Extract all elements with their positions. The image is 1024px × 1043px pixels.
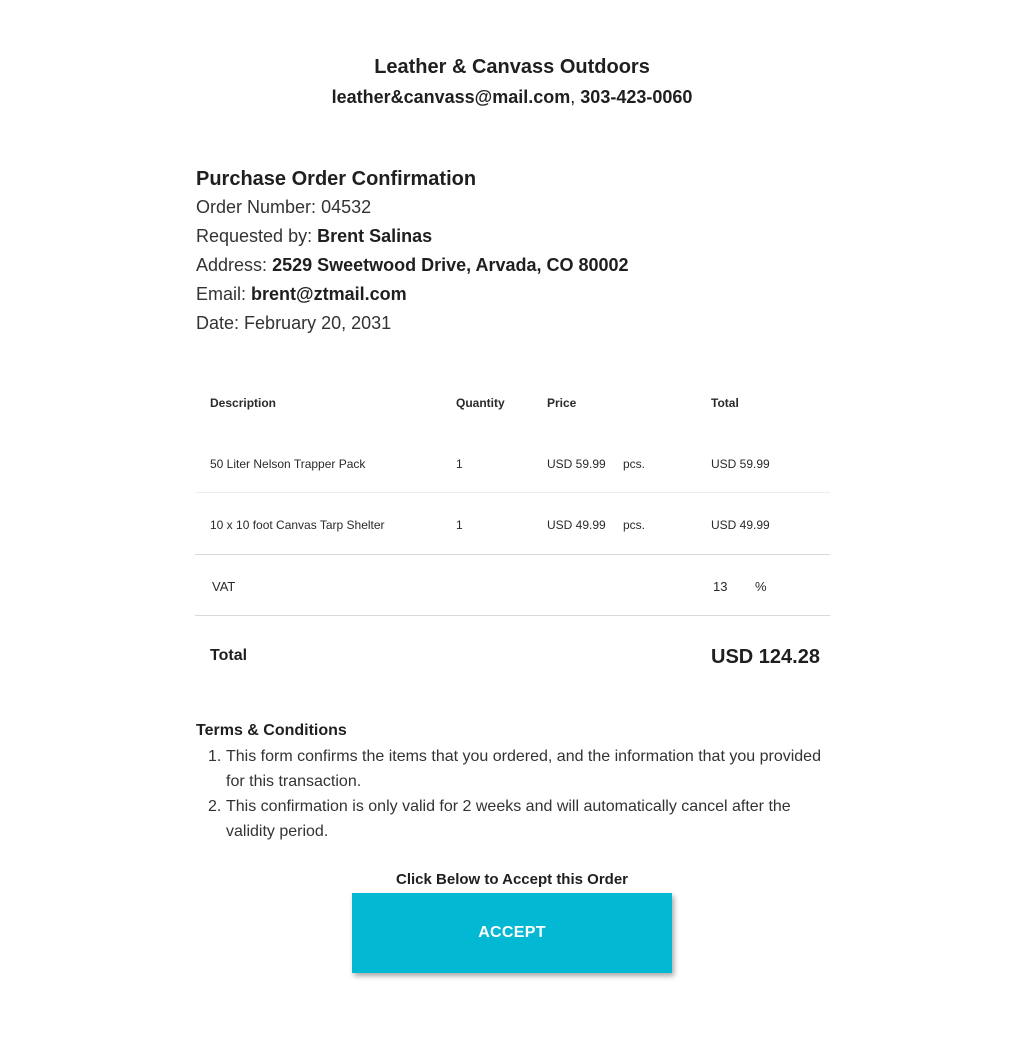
item-quantity: 1 [456,518,463,532]
vat-label: VAT [212,579,236,594]
company-contact [0,82,1024,112]
date-value: February 20, 2031 [244,313,392,333]
terms-section [196,720,836,844]
company-name: Leather & Canvass Outdoors [374,56,650,78]
terms-list [196,744,836,844]
company-phone: 303-423-0060 [580,87,693,107]
company-email: leather&canvass@mail.com [331,87,571,107]
item-price: USD 59.99 [547,457,606,471]
total-value: USD 124.28 [711,646,820,668]
date-line [196,309,836,338]
header-total: Total [711,396,739,410]
item-total: USD 49.99 [711,518,770,532]
terms-item [196,744,836,794]
vat-value: 13 [713,579,728,594]
header-quantity: Quantity [456,396,505,410]
requested-by-label: Requested by: [196,226,313,246]
order-info [196,165,836,338]
requested-by-name: Brent Salinas [317,226,433,246]
item-quantity: 1 [456,457,463,471]
vat-row [195,554,830,616]
order-number-label: Order Number: [196,197,317,217]
table-row [195,493,830,554]
table-header-row [195,372,830,432]
terms-item-number: 2. [208,798,222,815]
header-price: Price [547,396,577,410]
company-header [0,54,1024,112]
item-unit: pcs. [623,518,646,532]
item-price: USD 49.99 [547,518,606,532]
total-label: Total [210,647,248,664]
terms-item [196,794,836,844]
vat-unit: % [755,579,767,594]
items-table [195,372,830,696]
header-description: Description [210,396,277,410]
address-line [196,251,836,280]
terms-item-number: 1. [208,748,222,765]
requested-by-line [196,222,836,251]
date-label: Date: [196,313,240,333]
terms-title: Terms & Conditions [196,722,347,739]
email-label: Email: [196,284,247,304]
order-number: 04532 [321,197,372,217]
table-row [195,432,830,493]
accept-section [0,870,1024,973]
email-value: brent@ztmail.com [251,284,407,304]
address-value: 2529 Sweetwood Drive, Arvada, CO 80002 [272,255,629,275]
item-description: 50 Liter Nelson Trapper Pack [210,457,366,471]
order-title: Purchase Order Confirmation [196,168,477,190]
item-description: 10 x 10 foot Canvas Tarp Shelter [210,518,385,532]
terms-item-text: This confirmation is only valid for 2 weeks and will automatically cancel after the validity period. [226,798,791,840]
contact-separator: , [570,87,576,107]
item-unit: pcs. [623,457,646,471]
item-total: USD 59.99 [711,457,770,471]
terms-item-text: This form confirms the items that you ordered, and the information that you provided for this transaction. [226,748,821,790]
accept-prompt: Click Below to Accept this Order [396,871,628,888]
order-number-line [196,193,836,222]
address-label: Address: [196,255,268,275]
accept-button[interactable]: ACCEPT [352,893,672,973]
email-line [196,280,836,309]
total-row [195,616,830,696]
